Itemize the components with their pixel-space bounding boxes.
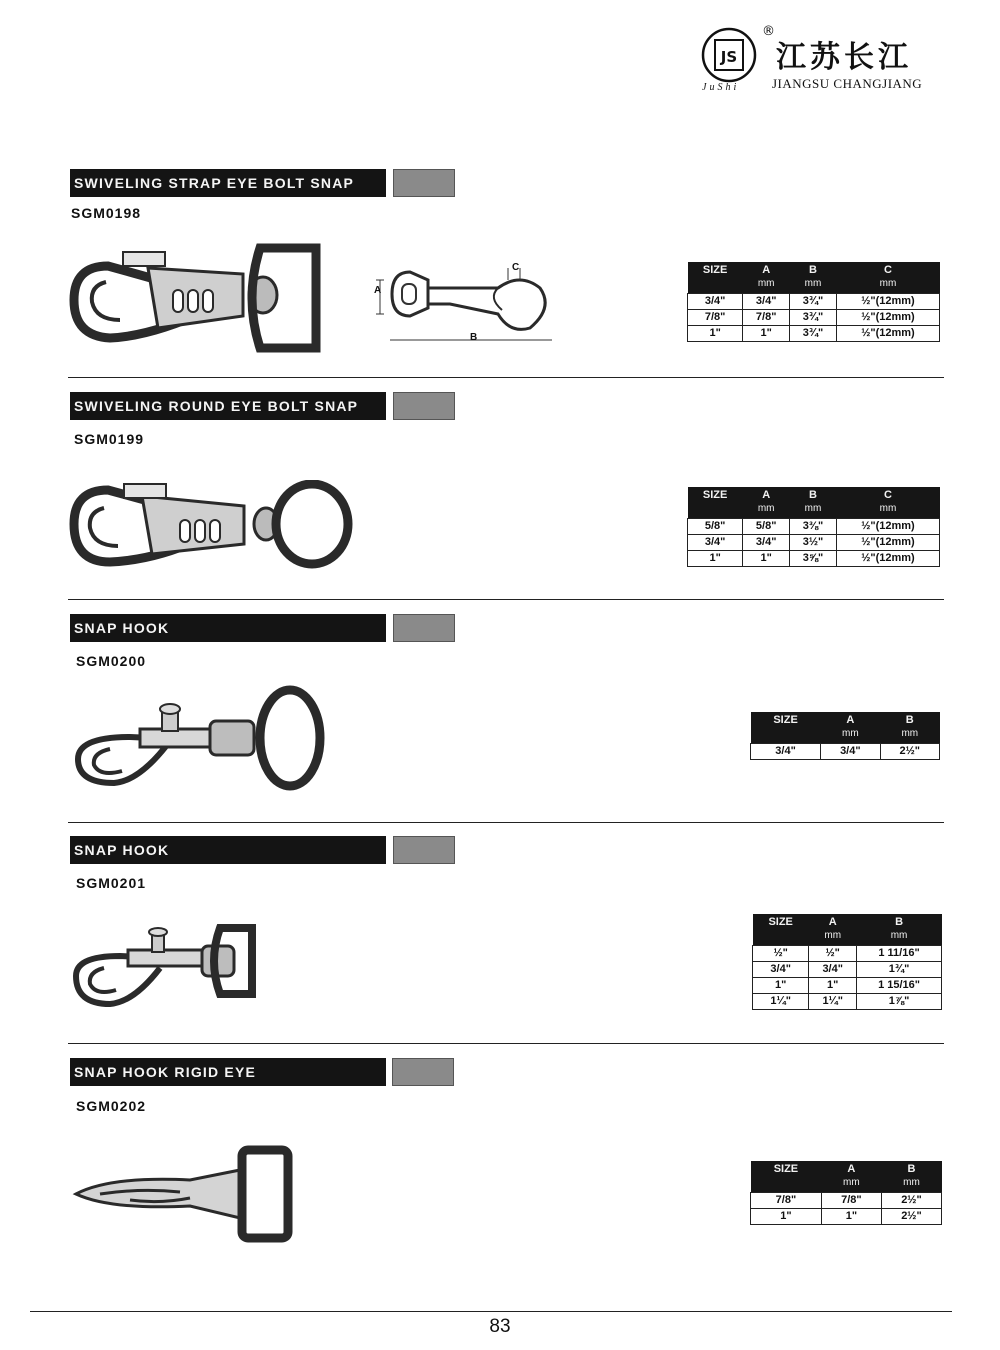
table-row	[753, 962, 942, 978]
table-cell: 1"	[809, 978, 857, 994]
column-header-label: A	[846, 714, 855, 726]
company-name-chinese: 江苏长江	[776, 40, 912, 75]
table-cell: 3¾"	[790, 294, 837, 310]
table-cell: 3/4"	[809, 962, 857, 978]
column-header-label: A	[762, 489, 771, 501]
column-header-label: C	[883, 489, 892, 501]
column-header-unit: mm	[757, 278, 775, 289]
spec-table-sgm0201	[752, 914, 942, 1010]
table-header-row	[751, 712, 940, 744]
column-header	[836, 487, 939, 519]
column-header-label: B	[905, 714, 914, 726]
table-row	[753, 978, 942, 994]
brand-script: JuShi	[702, 82, 740, 93]
table-header-row	[688, 487, 940, 519]
table-row	[753, 994, 942, 1010]
column-header	[821, 1161, 881, 1193]
column-header-label: A	[762, 264, 771, 276]
product-code: SGM0199	[74, 431, 145, 447]
spec-table-sgm0198	[687, 262, 940, 342]
column-header	[688, 262, 743, 294]
spec-table-sgm0202	[750, 1161, 942, 1225]
table-cell: 2½"	[881, 1193, 941, 1209]
column-header-label: SIZE	[773, 714, 798, 726]
section-title-sgm0201: SNAP HOOK	[70, 836, 386, 864]
table-row	[753, 946, 942, 962]
table-cell: 3/4"	[821, 744, 880, 760]
column-header	[821, 712, 880, 744]
product-code: SGM0202	[76, 1098, 147, 1114]
table-row	[688, 551, 940, 567]
registered-mark: ®	[762, 24, 775, 39]
color-swatch	[393, 169, 455, 197]
table-cell: 1 11/16"	[857, 946, 942, 962]
table-row	[688, 326, 940, 342]
table-cell: 1"	[751, 1209, 822, 1225]
table-cell: ½"(12mm)	[836, 519, 939, 535]
table-cell: 2½"	[881, 1209, 941, 1225]
table-cell: 1¼"	[809, 994, 857, 1010]
column-header-unit: mm	[757, 503, 775, 514]
column-header-label: SIZE	[773, 1163, 799, 1175]
column-header-unit: mm	[879, 278, 897, 289]
column-header-unit: mm	[841, 728, 859, 739]
dimension-label-b: B	[470, 332, 478, 343]
dimension-label-a: A	[374, 285, 382, 296]
table-cell: 1"	[743, 326, 790, 342]
section-divider	[68, 377, 944, 378]
column-header	[880, 712, 939, 744]
section-title-sgm0200: SNAP HOOK	[70, 614, 386, 642]
column-header	[790, 262, 837, 294]
section-divider	[68, 1043, 944, 1044]
table-cell: ½"	[753, 946, 809, 962]
table-cell: 3/4"	[743, 535, 790, 551]
column-header-unit	[757, 929, 805, 943]
column-header	[743, 262, 790, 294]
column-header-label: B	[895, 916, 904, 928]
column-header	[836, 262, 939, 294]
table-cell: 1⅞"	[857, 994, 942, 1010]
seal-icon	[700, 26, 758, 84]
table-cell: ½"(12mm)	[836, 294, 939, 310]
color-swatch	[393, 614, 455, 642]
table-cell: 7/8"	[743, 310, 790, 326]
table-cell: 1"	[753, 978, 809, 994]
section-title-sgm0202: SNAP HOOK RIGID EYE	[70, 1058, 386, 1086]
strap-eye-bolt-snap-image	[68, 238, 328, 358]
table-row	[688, 294, 940, 310]
table-cell: 1"	[821, 1209, 881, 1225]
table-cell: 3/4"	[688, 294, 743, 310]
column-header-label: SIZE	[702, 264, 728, 276]
column-header	[751, 712, 821, 744]
color-swatch	[392, 1058, 454, 1086]
section-title-sgm0198: SWIVELING STRAP EYE BOLT SNAP	[70, 169, 386, 197]
table-row	[688, 535, 940, 551]
column-header-unit: mm	[824, 930, 842, 941]
table-row	[751, 1193, 942, 1209]
section-title-sgm0199: SWIVELING ROUND EYE BOLT SNAP	[70, 392, 386, 420]
page-number: 83	[489, 1316, 511, 1337]
table-cell: 1"	[688, 326, 743, 342]
column-header-label: A	[828, 916, 837, 928]
column-header-unit	[692, 502, 739, 516]
section-divider	[68, 599, 944, 600]
table-cell: ½"(12mm)	[836, 326, 939, 342]
column-header-label: B	[809, 264, 817, 276]
column-header	[857, 914, 942, 946]
color-swatch	[393, 836, 455, 864]
table-cell: 5/8"	[688, 519, 743, 535]
table-header-row	[688, 262, 940, 294]
table-cell: 3¾"	[790, 310, 837, 326]
column-header-label: A	[847, 1163, 856, 1175]
table-cell: 1"	[743, 551, 790, 567]
table-header-row	[753, 914, 942, 946]
table-cell: 3/4"	[753, 962, 809, 978]
column-header-unit	[755, 727, 817, 741]
table-cell: 7/8"	[688, 310, 743, 326]
column-header-label: SIZE	[768, 916, 793, 928]
column-header-unit: mm	[804, 278, 822, 289]
seal-text: JS	[720, 48, 738, 66]
product-code: SGM0200	[76, 653, 147, 669]
column-header	[809, 914, 857, 946]
product-code: SGM0201	[76, 875, 147, 891]
table-cell: 3/4"	[743, 294, 790, 310]
table-cell: ½"(12mm)	[836, 535, 939, 551]
column-header-label: C	[883, 264, 892, 276]
column-header-label: B	[907, 1163, 916, 1175]
table-cell: 2½"	[880, 744, 939, 760]
table-row	[688, 519, 940, 535]
table-row	[688, 310, 940, 326]
table-row	[751, 1209, 942, 1225]
column-header	[753, 914, 809, 946]
table-cell: ½"	[809, 946, 857, 962]
column-header-unit: mm	[843, 1177, 860, 1188]
table-cell: 7/8"	[821, 1193, 881, 1209]
section-divider	[68, 822, 944, 823]
round-eye-bolt-snap-image	[68, 480, 358, 580]
table-header-row	[751, 1161, 942, 1193]
table-cell: 1¼"	[753, 994, 809, 1010]
table-cell: 5/8"	[743, 519, 790, 535]
table-cell: 3¾"	[790, 326, 837, 342]
snap-hook-sgm0201-image	[70, 920, 265, 1010]
column-header-unit: mm	[879, 503, 897, 514]
table-cell: 1 15/16"	[857, 978, 942, 994]
column-header-label: B	[809, 489, 817, 501]
table-cell: 7/8"	[751, 1193, 822, 1209]
company-logo	[700, 24, 960, 100]
column-header	[688, 487, 743, 519]
product-code: SGM0198	[71, 205, 142, 221]
table-cell: 3/4"	[688, 535, 743, 551]
column-header-unit	[755, 1176, 818, 1190]
column-header	[790, 487, 837, 519]
column-header-unit	[692, 277, 739, 291]
table-cell: 1"	[688, 551, 743, 567]
column-header-unit: mm	[890, 930, 908, 941]
snap-hook-sgm0200-image	[70, 683, 330, 793]
column-header	[743, 487, 790, 519]
snap-hook-rigid-eye-image	[70, 1140, 300, 1245]
table-cell: 3½"	[790, 535, 837, 551]
spec-table-sgm0200	[750, 712, 940, 760]
table-row	[751, 744, 940, 760]
table-cell: ½"(12mm)	[836, 310, 939, 326]
company-name-english: JIANGSU CHANGJIANG	[772, 76, 923, 91]
spec-table-sgm0199	[687, 487, 940, 567]
color-swatch	[393, 392, 455, 420]
table-cell: 3⅜"	[790, 519, 837, 535]
footer-divider	[30, 1311, 952, 1312]
column-header-unit: mm	[903, 1177, 920, 1188]
column-header-label: SIZE	[702, 489, 728, 501]
column-header	[881, 1161, 941, 1193]
table-cell: 1¾"	[857, 962, 942, 978]
table-cell: ½"(12mm)	[836, 551, 939, 567]
table-cell: 3/4"	[751, 744, 821, 760]
column-header-unit: mm	[901, 728, 919, 739]
column-header-unit: mm	[804, 503, 822, 514]
dimension-label-c: C	[512, 262, 520, 273]
dimension-diagram	[370, 258, 560, 348]
table-cell: 3⅝"	[790, 551, 837, 567]
column-header	[751, 1161, 822, 1193]
